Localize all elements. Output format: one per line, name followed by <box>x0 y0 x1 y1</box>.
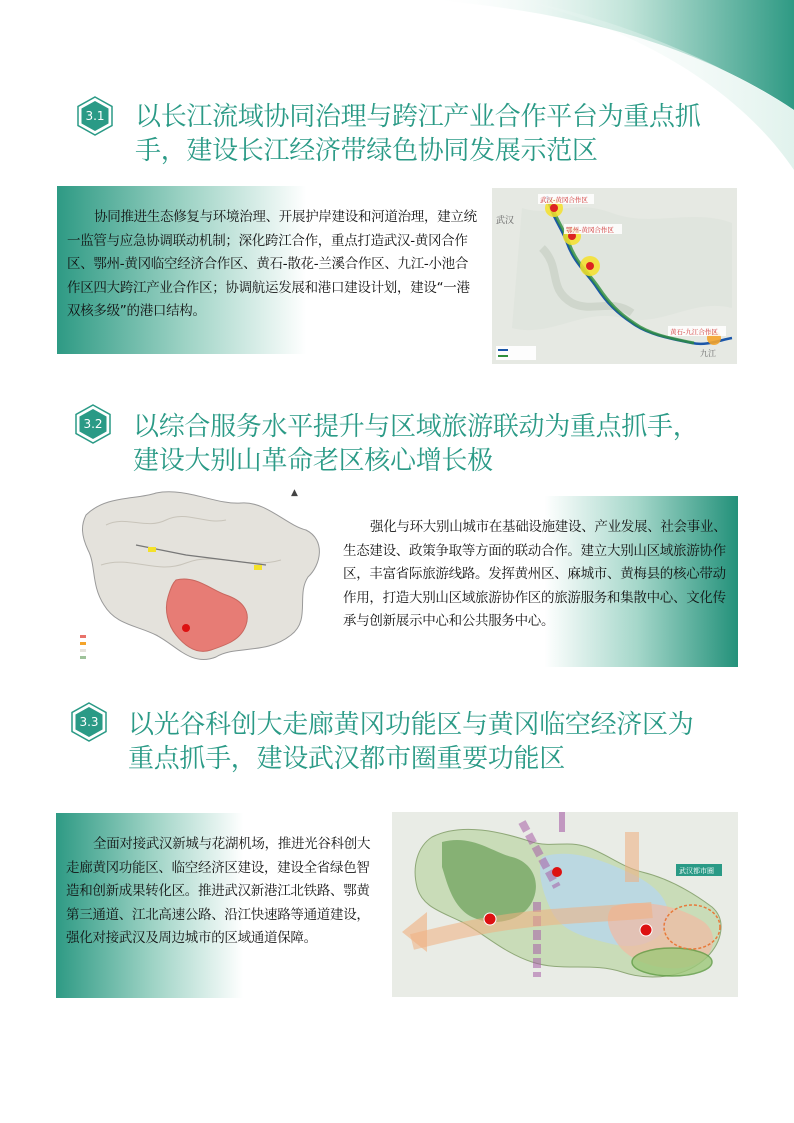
heading-line: 重点抓手，建设武汉都市圈重要功能区 <box>128 744 565 774</box>
heading-line: 以长江流域协同治理与跨江产业合作平台为重点抓 <box>135 102 701 132</box>
svg-text:▲: ▲ <box>291 488 298 498</box>
wuhan-metro-function-map <box>392 812 738 997</box>
map-zone-label: 武汉都市圈 <box>679 867 714 875</box>
map-zone-label: 鄂州-黄冈合作区 <box>566 226 614 234</box>
map-city-label: 武汉 <box>496 216 515 226</box>
section-number: 3.3 <box>79 715 99 729</box>
map-city-label: 九江 <box>700 349 716 358</box>
section-number-badge <box>69 702 109 742</box>
section-body-text: 全面对接武汉新城与花湖机场，推进光谷科创大走廊黄冈功能区、临空经济区建设，建设全省绿色智造和创新成果转化区。推进武汉新港江北铁路、鄂黄第三通道、江北高速公路、沿江快速路等通道建设，强化对接武汉及周边城市的区域通道保障。 <box>66 836 371 946</box>
section-heading <box>128 708 693 776</box>
heading-line: 建设大别山革命老区核心增长极 <box>133 446 493 476</box>
section-number: 3.2 <box>83 417 103 431</box>
section-text-panel <box>57 186 487 354</box>
heading-line: 以光谷科创大走廊黄冈功能区与黄冈临空经济区为 <box>128 710 694 740</box>
section-text-panel <box>56 813 379 998</box>
yangtze-cooperation-map <box>492 188 737 364</box>
map-zone-label: 黄石-九江合作区 <box>670 328 718 336</box>
dabie-mountain-map <box>76 485 331 670</box>
section-number: 3.1 <box>85 109 105 123</box>
heading-line: 手，建设长江经济带绿色协同发展示范区 <box>135 136 598 166</box>
section-number-badge <box>73 404 113 444</box>
section-heading <box>133 410 698 478</box>
section-number-badge <box>75 96 115 136</box>
map-zone-label: 武汉-黄冈合作区 <box>540 196 588 204</box>
section-body-text: 强化与环大别山城市在基础设施建设、产业发展、社会事业、生态建设、政策争取等方面的联动合作。建立大别山区域旅游协作区，丰富省际旅游线路。发挥黄州区、麻城市、黄梅县的核心带动作用，打造大别山区域旅游协作区的旅游服务和集散中心、文化传承与创新展示中心和公共服务中心。 <box>343 519 727 629</box>
heading-line: 以综合服务水平提升与区域旅游联动为重点抓手， <box>133 412 699 442</box>
section-body-text: 协同推进生态修复与环境治理、开展护岸建设和河道治理，建立统一监管与应急协调联动机制；深化跨江合作，重点打造武汉-黄冈合作区、鄂州-黄冈临空经济合作区、黄石-散花-兰溪合作区、九江-小池合作区四大跨江产业合作区；协调航运发展和港口建设计划，建设“一港双核多级”的港口结构。 <box>67 209 477 319</box>
section-heading <box>135 100 700 168</box>
section-text-panel <box>335 496 738 667</box>
